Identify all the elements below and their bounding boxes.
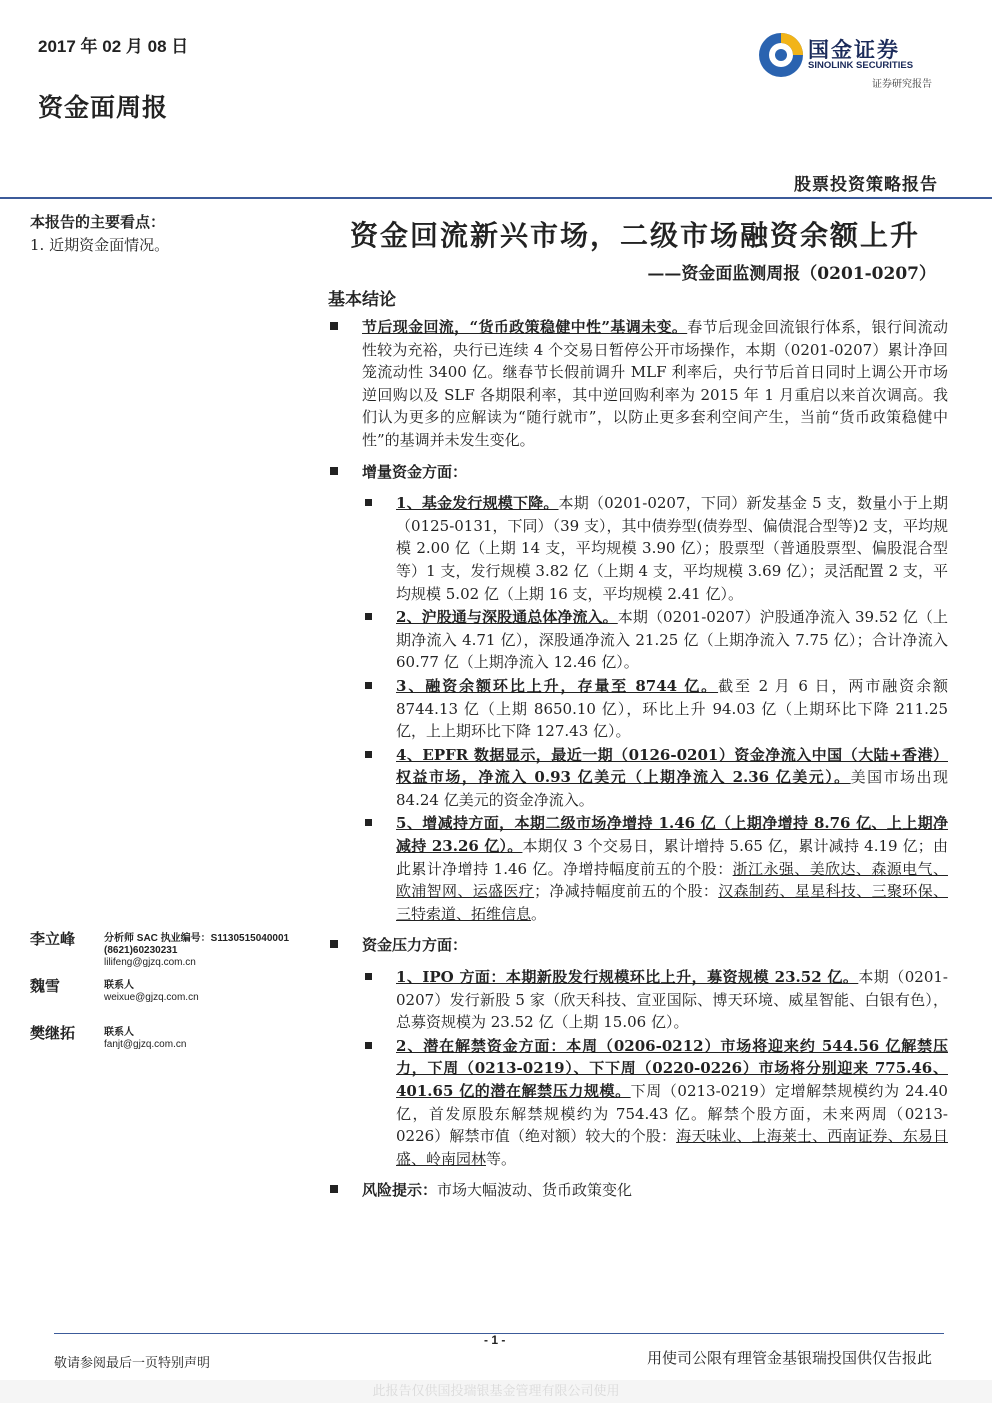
list-item: 2、潜在解禁资金方面：本周（0206-0212）市场将迎来约 544.56 亿解禁压力，下周（0213-0219）、下下周（0220-0226）市场将分别迎来 775.46、401.65 亿的潜在解禁压力规模。下周（0213-0219）定增解禁规模约为 24.40 亿，首发原股东解禁规模约为 754.43 亿。解禁个股方面，未来两周（0213-0226）解禁市值（绝对额）较大的个股：海天味业、上海莱士、西南证券、东易日盛、岭南园林等。	[328, 1035, 948, 1171]
p1-text: 春节后现金回流银行体系，银行间流动性较为充裕，央行已连续 4 个交易日暂停公开市场操作，本期（0201-0207）累计净回笼流动性 3400 亿。继春节长假前调升 MLF 利率后，央行节后首日同时上调公开市场逆回购以及 SLF 各期限利率，其中逆回购利率为 2015 年 1 月重启以来首次调高。我们认为更多的应解读为“随行就市”，以防止更多套利空间产生，当前“货币政策稳健中性”的基调并未发生变化。	[362, 318, 948, 449]
analyst-contact: 联系人 weixue@gjzq.com.cn	[104, 980, 199, 1003]
square-bullet-icon	[365, 613, 372, 620]
square-bullet-icon	[330, 940, 338, 948]
report-body	[328, 316, 948, 1211]
funding-pressure-heading: 资金压力方面：	[328, 934, 948, 957]
header-divider	[0, 197, 992, 199]
incremental-funds-heading: 增量资金方面：	[328, 461, 948, 484]
analyst-name: 樊继拓	[30, 1024, 76, 1042]
square-bullet-icon	[330, 322, 338, 330]
analyst-name: 魏雪	[30, 977, 61, 995]
list-item: 1、基金发行规模下降。本期（0201-0207，下同）新发基金 5 支，数量小于上期（0125-0131，下同）（39 支），其中债券型(债券型、偏债混合型等)2 支，平均规模 2.00 亿（上期 14 支，平均规模 3.90 亿）；股票型（普通股票型、偏股混合型等）1 支，发行规模 3.82 亿（上期 4 支，平均规模 3.69 亿）；灵活配置 2 支，平均规模 5.02 亿（上期 16 支，平均规模 2.41 亿）。	[328, 492, 948, 605]
page-number: - 1 -	[484, 1333, 506, 1347]
report-series: 资金面周报	[38, 93, 169, 122]
list-item: 4、EPFR 数据显示，最近一期（0126-0201）资金净流入中国（大陆+香港）权益市场，净流入 0.93 亿美元（上期净流入 2.36 亿美元）。美国市场出现 84.24 亿美元的资金净流入。	[328, 744, 948, 812]
analyst-contact: 联系人 fanjt@gjzq.com.cn	[104, 1027, 187, 1050]
square-bullet-icon	[330, 1185, 338, 1193]
report-date: 2017 年 02 月 08 日	[38, 37, 189, 56]
section-heading: 基本结论	[328, 290, 396, 310]
square-bullet-icon	[365, 499, 372, 506]
highlights-title: 本报告的主要看点：	[30, 213, 166, 231]
square-bullet-icon	[330, 467, 338, 475]
highlights-item: 1. 近期资金面情况。	[30, 236, 170, 254]
sinolink-logo-icon	[756, 30, 806, 80]
reversed-notice: 用使司公限有理管金基银瑞投国供仅告报此	[646, 1349, 932, 1367]
square-bullet-icon	[365, 819, 372, 826]
square-bullet-icon	[365, 973, 372, 980]
logo-brand-cn: 国金证券	[808, 38, 900, 62]
square-bullet-icon	[365, 1042, 372, 1049]
list-item: 5、增减持方面，本期二级市场净增持 1.46 亿（上期净增持 8.76 亿、上上期净减持 23.26 亿）。本期仅 3 个交易日，累计增持 5.65 亿，累计减持 4.19 亿；由此累计净增持 1.46 亿。净增持幅度前五的个股：浙江永强、美欣达、森源电气、欧浦智网、运盛医疗；净减持幅度前五的个股：汉森制药、星星科技、三聚环保、三特索道、拓维信息。	[328, 812, 948, 925]
logo-brand-en: SINOLINK SECURITIES	[808, 60, 914, 71]
list-item: 2、沪股通与深股通总体净流入。本期（0201-0207）沪股通净流入 39.52 亿（上期净流入 4.71 亿），深股通净流入 21.25 亿（上期净流入 7.75 亿）；合计净流入 60.77 亿（上期净流入 12.46 亿）。	[328, 606, 948, 674]
conclusion-paragraph	[328, 316, 948, 452]
report-type: 股票投资策略报告	[794, 175, 938, 195]
list-item: 1、IPO 方面：本期新股发行规模环比上升，募资规模 23.52 亿。本期（0201-0207）发行新股 5 家（欣天科技、宣亚国际、博天环境、威星智能、白银有色），总募资规模为 23.52 亿（上期 15.06 亿）。	[328, 966, 948, 1034]
logo-subtitle: 证券研究报告	[872, 79, 932, 90]
analyst-contact: 分析师 SAC 执业编号：S1130515040001 (8621)60230231 lilifeng@gjzq.com.cn	[104, 933, 290, 968]
disclaimer-note: 敬请参阅最后一页特别声明	[54, 1356, 211, 1371]
square-bullet-icon	[365, 751, 372, 758]
square-bullet-icon	[365, 682, 372, 689]
list-item: 3、融资余额环比上升，存量至 8744 亿。截至 2 月 6 日，两市融资余额 8744.13 亿（上期 8650.10 亿），环比上升 94.03 亿（上期环比下降 211.25 亿，上上期环比下降 127.43 亿）。	[328, 675, 948, 743]
watermark: 此报告仅供国投瑞银基金管理有限公司使用	[0, 1380, 992, 1403]
analyst-name: 李立峰	[30, 930, 76, 948]
p1-heading: 节后现金回流，“货币政策稳健中性”基调未变。	[362, 318, 688, 336]
report-subtitle: ——资金面监测周报（0201-0207）	[647, 264, 936, 284]
report-title: 资金回流新兴市场，二级市场融资余额上升	[349, 219, 920, 252]
risk-warning: 风险提示：市场大幅波动、货币政策变化	[328, 1179, 948, 1202]
